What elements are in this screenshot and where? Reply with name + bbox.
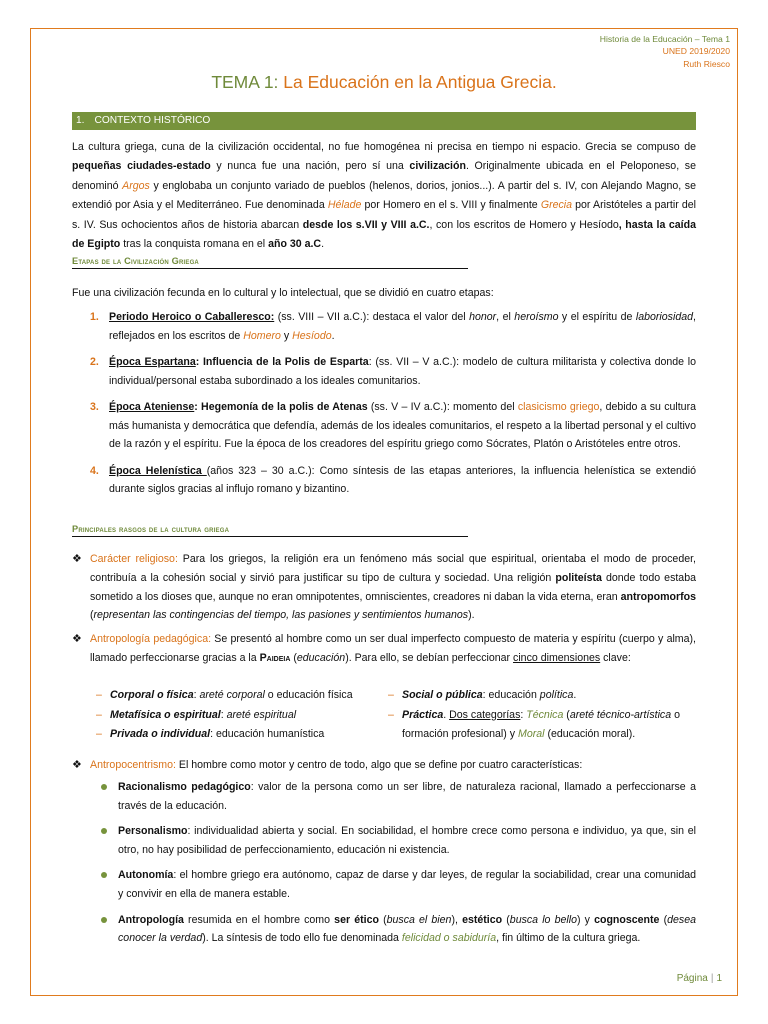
section-label: CONTEXTO HISTÓRICO [94, 115, 211, 126]
item-text: : (ss. VII – V a.C.): modelo de cultura militarista y colectiva donde lo individual/personal estaba subordinado a los ideales comunitarios. [109, 356, 697, 387]
item-title: Periodo Heroico o Caballeresco: [109, 311, 275, 323]
page-footer [677, 973, 722, 984]
dim-name: Corporal o física [110, 689, 194, 701]
diamond-bullet-icon: ❖ [72, 759, 82, 771]
dim-italic: areté espiritual [226, 708, 297, 721]
sub-text: : individualidad abierta y social. En sociabilidad, el hombre crece como persona e individuo, ya que, sin el otro, no hay posibilidad de perfeccionamiento, educación ni existencia. [118, 825, 696, 856]
list-item [98, 778, 696, 815]
sub-text: ), [451, 913, 463, 926]
sub-bold: cognoscente [594, 913, 660, 926]
section-heading-bar [72, 112, 696, 130]
intro-t4: y englobaba un conjunto variado de pueblos (helenos, dorios, jonios...). A partir del s. IV, con Alejando Magno, se extendió por Asia y el Mediterráneo. Fue denominada [72, 179, 696, 212]
list-item [72, 398, 696, 454]
dim-highlight: Técnica [526, 708, 564, 721]
dim-name: Metafísica o espiritual [110, 708, 221, 721]
item-italic: laboriosidad [635, 311, 694, 323]
title-text: La Educación en la Antigua Grecia. [283, 72, 557, 92]
item-number: 1. [90, 311, 99, 323]
bullet-text: ). Para ello, se debían perfeccionar [345, 651, 514, 664]
bullet-dot-icon [101, 828, 107, 834]
dim-text: . [443, 708, 450, 721]
dim-text: : [220, 708, 227, 721]
dash-icon: – [96, 708, 102, 721]
sub-text: ( [659, 913, 668, 926]
dash-icon: – [388, 708, 394, 721]
dim-italic: política [539, 689, 574, 701]
dim-name: Privada o individual [110, 728, 211, 741]
footer-label: Página [676, 973, 708, 984]
item-number: 2. [90, 356, 99, 368]
intro-i2: Hélade [327, 199, 362, 212]
sub-label: Autonomía [118, 869, 174, 882]
sub-label: Racionalismo pedagógico [118, 781, 251, 793]
sub-label: Personalismo [118, 825, 188, 838]
item-highlight: clasicismo griego [517, 401, 600, 413]
sub-bold: estético [462, 913, 503, 926]
intro-t3: . Originalmente ubicada en el Peloponeso, se denominó [72, 160, 696, 192]
bullet-bold: politeísta [555, 571, 602, 584]
etapas-list [72, 308, 696, 507]
list-item [96, 706, 386, 726]
intro-b5: año 30 a.C [268, 238, 322, 251]
item-text: , reflejados en los escritos de [109, 311, 696, 342]
intro-t6: por Aristóteles a partir del s. IV. Sus ochocientos años de historia abarcan [72, 199, 696, 231]
intro-t5: por Homero en el s. VIII y finalmente [361, 199, 541, 212]
bullet-italic: educación [296, 651, 346, 664]
title-prefix: TEMA 1: [211, 72, 279, 92]
bullet-text: ( [90, 609, 94, 622]
item-title: Época Espartana [109, 356, 196, 368]
dash-icon: – [388, 689, 394, 701]
item-text: , debido a su cultura más humanista y democrática que defendía, además de los ideales comunitarios, el respeto a la libertad personal y el cultivo de la razón y el espíritu. Fue la época de los creadores del espíritu griego como Sócrates, Platón o Aristóteles entre otros. [109, 401, 696, 450]
bullet-italic: representan las contingencias del tiempo, las pasiones y sentimientos humanos [93, 609, 469, 622]
bullet-underline: cinco dimensiones [513, 651, 601, 664]
bullet-text: ). [468, 609, 475, 622]
item-italic: heroísmo [514, 311, 559, 323]
dim-text: : [193, 689, 200, 701]
list-item [388, 706, 706, 745]
sub-text: ( [378, 913, 387, 926]
intro-i1: Argos [122, 179, 150, 192]
sub-text: ). La síntesis de todo ello fue denominada [202, 932, 402, 945]
bullet-religioso [72, 550, 696, 625]
bullet-antropologia [72, 630, 696, 668]
header-course: Historia de la Educación – Tema 1 [599, 34, 730, 44]
intro-i3: Grecia [540, 199, 573, 212]
dim-text: ( [563, 708, 570, 721]
list-item [72, 308, 696, 345]
bullet-text: donde todo estaba sometido a los dioses que, aunque no eran omnipotentes, omniscientes, creadores ni daban la vida eterna, eran [90, 571, 696, 603]
list-item [98, 911, 696, 948]
bullet-text: ( [290, 651, 297, 664]
diamond-bullet-icon: ❖ [72, 553, 82, 565]
sub-italic: busca el bien [386, 913, 452, 926]
page-number: 1 [716, 973, 722, 984]
intro-t2: y nunca fue una nación, pero sí una [210, 160, 410, 173]
section-number: 1. [76, 115, 85, 126]
item-bold: : Hegemonía de la polis de Atenas [194, 401, 368, 413]
list-item [98, 866, 696, 903]
sub-label: Antropología [118, 913, 184, 926]
sub-text: , fin último de la cultura griega. [496, 932, 641, 945]
dim-text: o educación física [264, 689, 353, 701]
sub-text: resumida en el hombre como [183, 913, 335, 926]
dash-icon: – [96, 728, 102, 741]
item-text: y el espíritu de [558, 311, 636, 323]
sub-italic: desea conocer la verdad [118, 913, 696, 945]
subheading-etapas: Etapas de la Civilización Griega [72, 256, 468, 269]
page-title [0, 72, 768, 93]
dim-underline: Dos categorías [449, 708, 521, 721]
intro-t9: . [321, 238, 325, 251]
list-item [72, 353, 696, 390]
dimensions-right [388, 686, 706, 745]
item-italic: honor [469, 311, 497, 323]
sub-text: ) y [576, 913, 595, 926]
header-year: UNED 2019/2020 [662, 46, 730, 57]
dim-text: : educación [482, 689, 540, 701]
running-header [600, 33, 730, 70]
bullet-antropocentrismo [72, 756, 696, 775]
item-text: (ss. V – IV a.C.): momento del [367, 401, 518, 413]
bullet-dot-icon [101, 784, 107, 790]
intro-b2: civilización [409, 160, 466, 173]
bullet-text: Para los griegos, la religión era un fenómeno más social que espiritual, orientaba el modo de proceder, contribuía a la cohesión social y sirvió para justificar su tipo de cultura y sociedad. Una religión [90, 553, 696, 584]
bullet-text: Se presentó al hombre como un ser dual imperfecto compuesto de materia y espíritu (cuerpo y alma), llamado perfeccionarse gracias a la [90, 633, 696, 664]
etapas-lead: Fue una civilización fecunda en lo cultural y lo intelectual, que se dividió en cuatro etapas: [72, 287, 494, 299]
intro-b3: desde los s.VII y VIII a.C. [302, 218, 430, 231]
dim-text: (educación moral). [544, 728, 636, 741]
list-item [96, 725, 386, 745]
bullet-label: Carácter religioso: [90, 553, 178, 565]
sub-italic: busca lo bello [509, 913, 577, 926]
intro-t1: La cultura griega, cuna de la civilización occidental, no fue homogénea ni precisa en tiempo ni espacio. Grecia se compuso de [72, 141, 696, 153]
diamond-bullet-icon: ❖ [72, 633, 82, 645]
bullet-text: clave: [600, 651, 631, 664]
item-bold: : Influencia de la Polis de Esparta [195, 356, 369, 368]
header-author: Ruth Riesco [683, 58, 730, 69]
sub-text: ( [502, 913, 510, 926]
bullet-dot-icon [101, 917, 107, 923]
footer-separator: | [710, 973, 714, 984]
item-number: 4. [90, 464, 99, 477]
intro-b1: pequeñas ciudades-estado [72, 160, 211, 173]
sub-bold: ser ético [334, 913, 379, 926]
dim-text: o formación profesional) y [402, 708, 680, 741]
dim-text: . [573, 689, 577, 701]
item-text: (años 323 – 30 a.C.): Como síntesis de las etapas anteriores, la influencia helenística se extendió durante siglos gracias al influjo romano y bizantino. [109, 464, 696, 495]
item-highlight: Homero [243, 329, 281, 342]
dim-name: Social o pública [402, 689, 483, 701]
bullet-bold: antropomorfos [620, 590, 696, 603]
sub-text: : valor de la persona como un ser libre, de naturaleza racional, llamado a perfeccionarse a través de la educación. [118, 781, 696, 812]
bullet-label: Antropología pedagógica: [90, 633, 212, 645]
item-number: 3. [90, 401, 99, 413]
list-item [96, 686, 386, 706]
bullet-bold: Paideia [259, 651, 291, 664]
list-item [388, 686, 706, 706]
bullet-text: El hombre como motor y centro de todo, algo que se define por cuatro características: [175, 759, 583, 771]
item-title: Época Ateniense [109, 401, 195, 413]
antropocentrismo-list [98, 778, 696, 955]
item-text: y [280, 329, 293, 342]
intro-t7: , con los escritos de Homero y Hesíodo [429, 218, 619, 231]
item-text: , el [496, 311, 515, 323]
item-text: (ss. VIII – VII a.C.): destaca el valor del [274, 311, 470, 323]
list-item [98, 822, 696, 859]
intro-paragraph [72, 138, 696, 254]
item-highlight: Hesíodo [292, 329, 332, 342]
sub-highlight: felicidad o sabiduría [401, 932, 497, 945]
item-title: Época Helenística [109, 464, 207, 477]
list-item [72, 462, 696, 499]
dim-italic: areté técnico-artística [569, 708, 672, 721]
dim-italic: areté corporal [199, 689, 265, 701]
bullet-dot-icon [101, 872, 107, 878]
dim-highlight: Moral [518, 728, 545, 741]
intro-t8: tras la conquista romana en el [120, 238, 269, 251]
item-text: . [331, 329, 335, 342]
dim-text: : educación humanística [210, 728, 325, 741]
bullet-label: Antropocentrismo: [90, 759, 176, 771]
dim-name: Práctica [402, 708, 444, 721]
sub-text: : el hombre griego era autónomo, capaz de darse y dar leyes, de regular la sociabilidad, crear una comunidad y convivir en ella de manera estable. [118, 869, 696, 900]
dash-icon: – [96, 689, 102, 701]
subheading-rasgos: Principales rasgos de la cultura griega [72, 524, 468, 537]
intro-b4: , hasta la caída de Egipto [72, 218, 696, 251]
dimensions-left [96, 686, 386, 745]
dim-text: : [520, 708, 527, 721]
